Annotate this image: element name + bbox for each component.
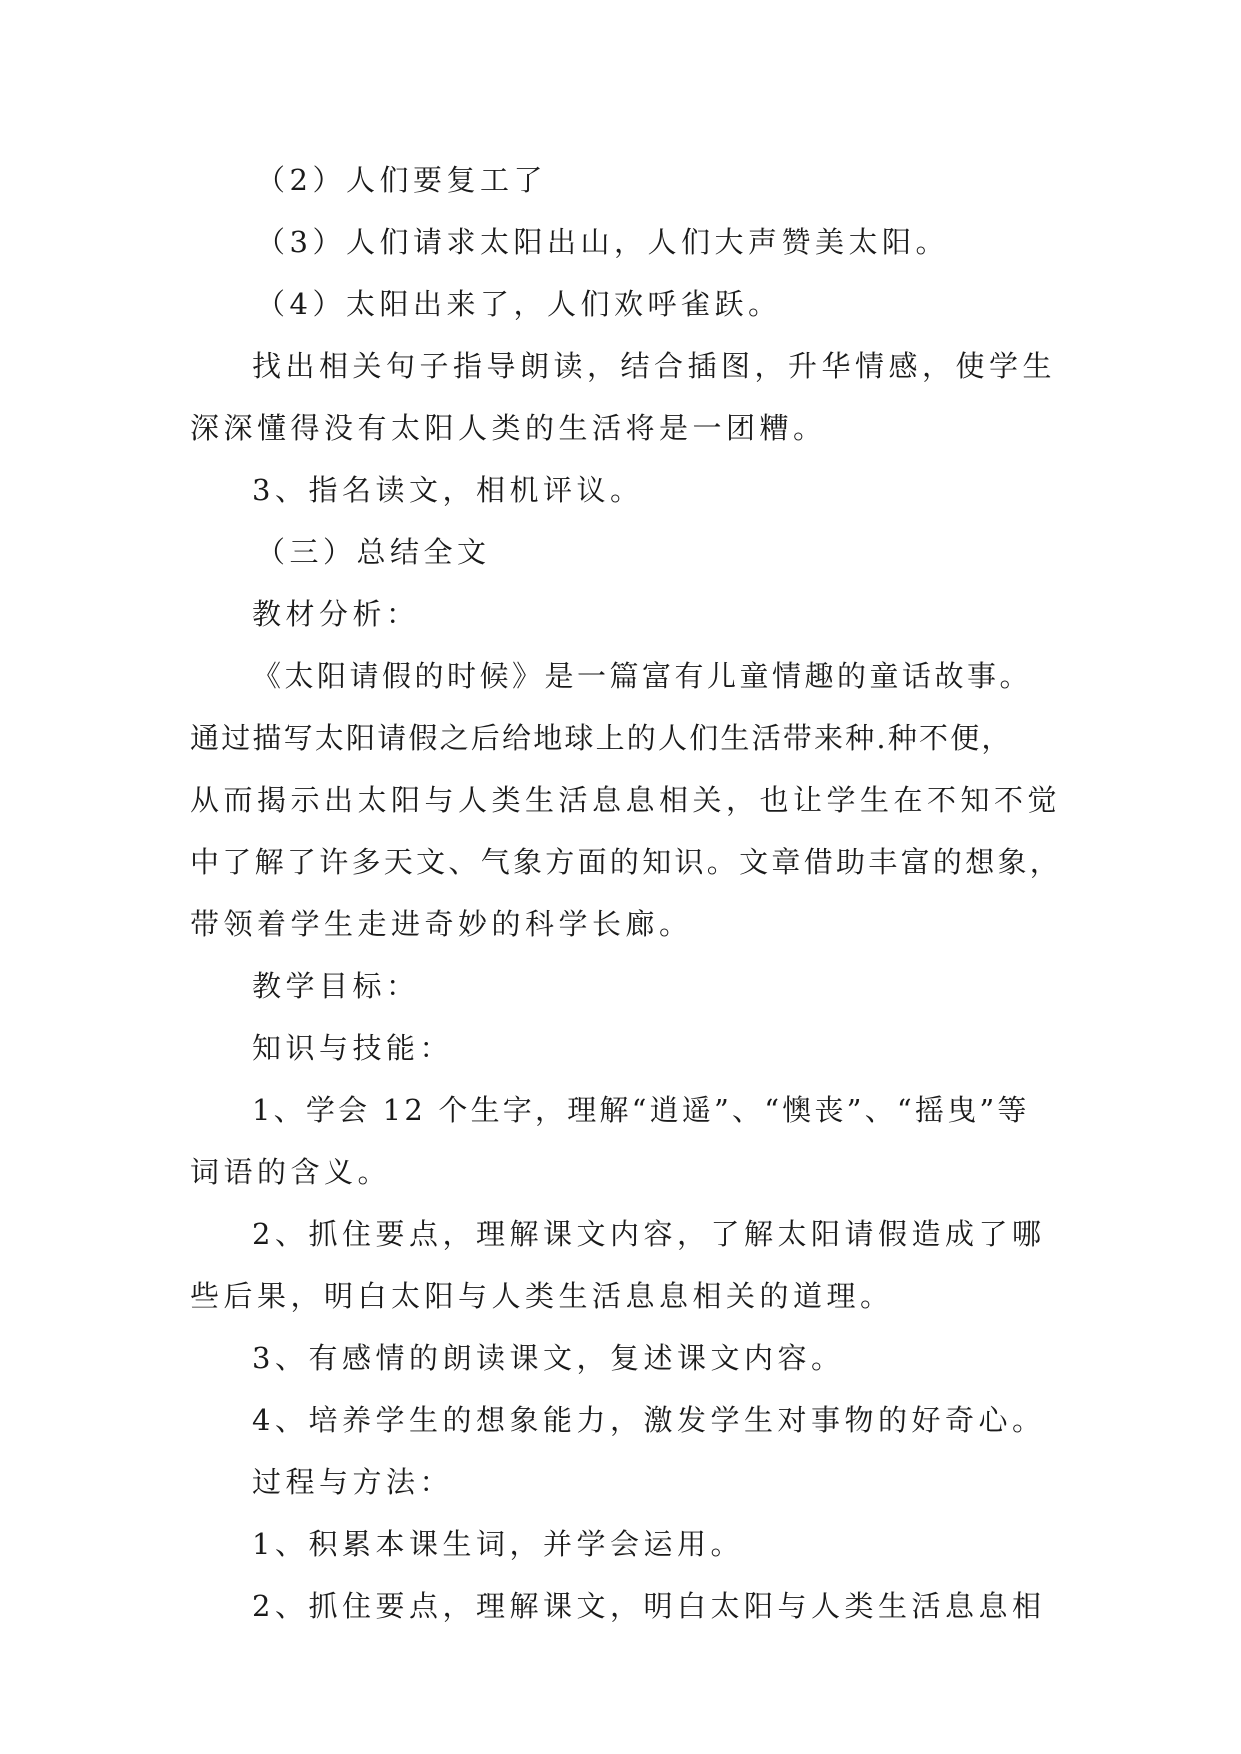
text-line: 从而揭示出太阳与人类生活息息相关，也让学生在不知不觉 (190, 783, 1062, 817)
text-line: 些后果，明白太阳与人类生活息息相关的道理。 (190, 1279, 894, 1313)
section-heading: （三）总结全文 (256, 535, 491, 569)
text-line: 通过描写太阳请假之后给地球上的人们生活带来种.种不便， (190, 721, 1013, 755)
text-line: 3、指名读文，相机评议。 (252, 473, 644, 507)
text-line: 2、抓住要点，理解课文，明白太阳与人类生活息息相 (252, 1589, 1046, 1623)
section-heading: 过程与方法： (252, 1465, 454, 1499)
text-line: 4、培养学生的想象能力，激发学生对事物的好奇心。 (252, 1403, 1046, 1437)
section-heading: 教材分析： (252, 597, 420, 631)
text-line: （3）人们请求太阳出山，人们大声赞美太阳。 (256, 225, 949, 259)
text-line: 1、学会 12 个生字，理解“逍遥”、“懊丧”、“摇曳”等 (252, 1093, 1030, 1127)
text-line: 1、积累本课生词，并学会运用。 (252, 1527, 744, 1561)
text-line: 词语的含义。 (190, 1155, 392, 1189)
text-line: 《太阳请假的时候》是一篇富有儿童情趣的童话故事。 (252, 659, 1033, 693)
text-line: （4）太阳出来了，人们欢呼雀跃。 (256, 287, 782, 321)
text-line: （2）人们要复工了 (256, 163, 547, 197)
text-line: 带领着学生走进奇妙的科学长廊。 (190, 907, 693, 941)
text-line: 找出相关句子指导朗读，结合插图，升华情感，使学生 (252, 349, 1057, 383)
section-heading: 教学目标： (252, 969, 420, 1003)
text-line: 3、有感情的朗读课文，复述课文内容。 (252, 1341, 845, 1375)
text-line: 中了解了许多天文、气象方面的知识。文章借助丰富的想象， (190, 845, 1063, 879)
text-line: 2、抓住要点，理解课文内容，了解太阳请假造成了哪 (252, 1217, 1046, 1251)
text-line: 深深懂得没有太阳人类的生活将是一团糟。 (190, 411, 827, 445)
section-heading: 知识与技能： (252, 1031, 454, 1065)
